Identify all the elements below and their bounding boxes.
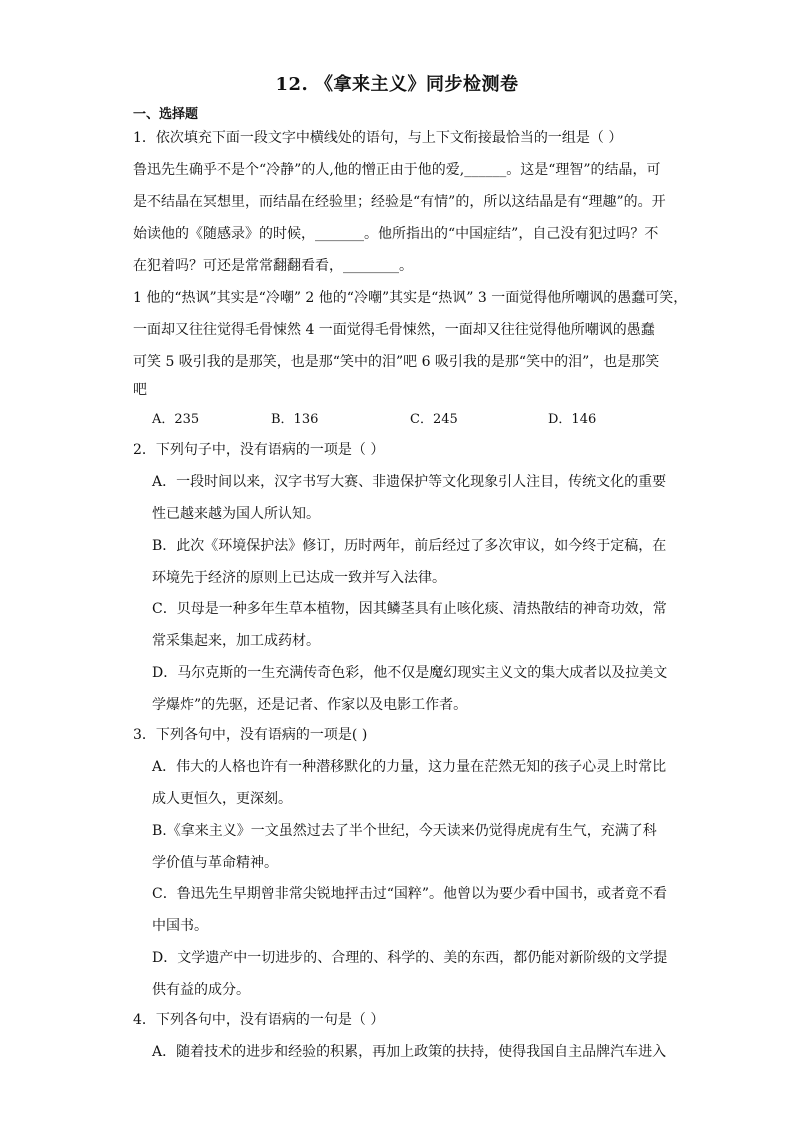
question-2-option-line[interactable]: B．此次《环境保护法》修订，历时两年，前后经过了多次审议，如今终于定稿，在 bbox=[152, 538, 667, 554]
question-4-stem: 4．下列各句中，没有语病的一句是（ ） bbox=[133, 1012, 385, 1028]
question-2-option-line[interactable]: 环境先于经济的原则上已达成一致并写入法律。 bbox=[152, 570, 446, 586]
question-1-choices-line: 吧 bbox=[133, 382, 147, 398]
question-4-option-line[interactable]: A．随着技术的进步和经验的积累，再加上政策的扶持，使得我国自主品牌汽车进入 bbox=[152, 1044, 667, 1060]
question-1-option-b[interactable]: B．136 bbox=[271, 412, 319, 427]
question-2-stem: 2．下列句子中，没有语病的一项是（ ） bbox=[133, 442, 385, 458]
question-1-passage-line: 是不结晶在冥想里，而结晶在经验里；经验是“有情”的，所以这结晶是有“理趣”的。开 bbox=[133, 194, 666, 210]
question-3-option-line[interactable]: C．鲁迅先生早期曾非常尖锐地抨击过“国粹”。他曾以为要少看中国书，或者竟不看 bbox=[152, 886, 668, 902]
question-2-option-line[interactable]: D．马尔克斯的一生充满传奇色彩，他不仅是魔幻现实主义文的集大成者以及拉美文 bbox=[152, 665, 668, 681]
question-2-option-line[interactable]: A．一段时间以来，汉字书写大赛、非遗保护等文化现象引人注目，传统文化的重要 bbox=[152, 474, 667, 490]
question-1-option-d[interactable]: D．146 bbox=[548, 412, 597, 427]
question-3-option-line[interactable]: 供有益的成分。 bbox=[152, 982, 250, 998]
question-1-passage-line: 鲁迅先生确乎不是个“冷静”的人,他的憎正由于他的爱,______。这是“理智”的结晶，可 bbox=[133, 162, 661, 178]
question-1-passage-line: 始读他的《随感录》的时候，_______。他所指出的“中国症结”，自己没有犯过吗？不 bbox=[133, 226, 659, 242]
page-title: 12. 《拿来主义》同步检测卷 bbox=[275, 74, 519, 95]
question-1-option-c[interactable]: C．245 bbox=[410, 412, 458, 427]
question-3-option-line[interactable]: A．伟大的人格也许有一种潜移默化的力量，这力量在茫然无知的孩子心灵上时常比 bbox=[152, 759, 667, 775]
question-1-stem: 1．依次填充下面一段文字中横线处的语句，与上下文衔接最恰当的一组是（ ） bbox=[133, 130, 623, 146]
question-1-choices-line: 一面却又往往觉得毛骨悚然 4 一面觉得毛骨悚然，一面却又往往觉得他所嘲讽的愚蠢 bbox=[133, 322, 655, 338]
question-3-stem: 3．下列各句中，没有语病的一项是( ) bbox=[133, 727, 368, 743]
question-3-option-line[interactable]: D．文学遗产中一切进步的、合理的、科学的、美的东西，都仍能对新阶级的文学提 bbox=[152, 950, 668, 966]
question-3-option-line[interactable]: 成人更恒久，更深刻。 bbox=[152, 791, 292, 807]
question-3-option-line[interactable]: 中国书。 bbox=[152, 918, 208, 934]
question-2-option-line[interactable]: 性已越来越为国人所认知。 bbox=[152, 506, 320, 522]
section-heading: 一、选择题 bbox=[133, 107, 199, 122]
question-3-option-line[interactable]: B.《拿来主义》一文虽然过去了半个世纪，今天读来仍觉得虎虎有生气，充满了科 bbox=[152, 823, 657, 839]
question-2-option-line[interactable]: C．贝母是一种多年生草本植物，因其鳞茎具有止咳化痰、清热散结的神奇功效，常 bbox=[152, 601, 667, 617]
question-2-option-line[interactable]: 常采集起来，加工成药材。 bbox=[152, 633, 320, 649]
question-1-option-a[interactable]: A．235 bbox=[152, 412, 200, 427]
question-3-option-line[interactable]: 学价值与革命精神。 bbox=[152, 855, 278, 871]
question-1-passage-line: 在犯着吗？可还是常常翻翻看看，________。 bbox=[133, 258, 413, 274]
question-1-choices-line: 可笑 5 吸引我的是那笑，也是那“笑中的泪”吧 6 吸引我的是那“笑中的泪”，也是那笑 bbox=[133, 354, 660, 370]
question-1-choices-line: 1 他的“热讽”其实是“冷嘲” 2 他的“冷嘲”其实是“热讽” 3 一面觉得他所嘲讽的愚蠢可笑， bbox=[133, 290, 688, 306]
question-2-option-line[interactable]: 学爆炸”的先驱，还是记者、作家以及电影工作者。 bbox=[152, 697, 468, 713]
